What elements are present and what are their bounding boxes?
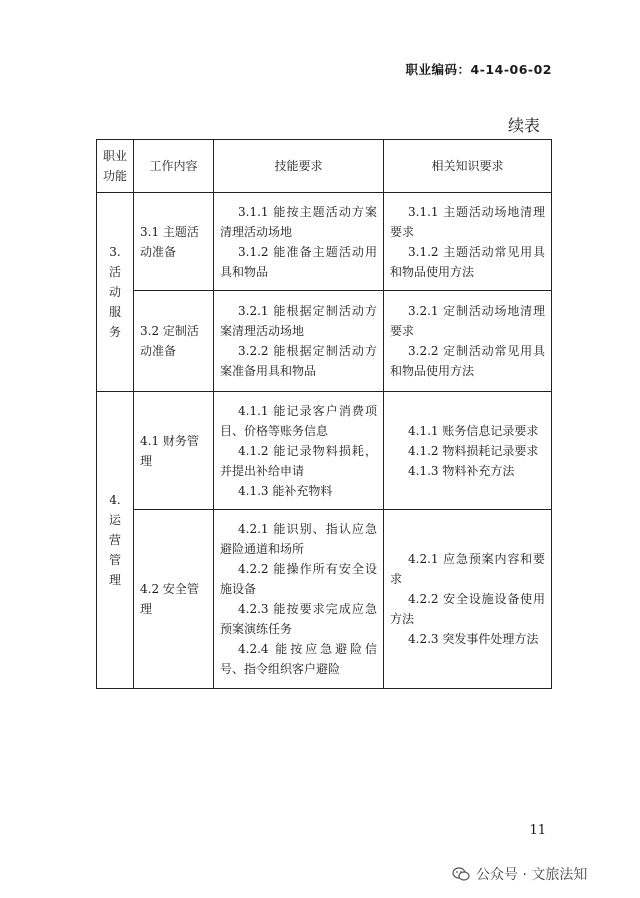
knowledge-item: 4.1.1 账务信息记录要求 bbox=[408, 423, 539, 438]
function-number: 3. bbox=[109, 245, 121, 259]
knowledge-item: 3.1.2 主题活动常见用具和物品使用方法 bbox=[390, 244, 545, 279]
knowledge-cell bbox=[384, 392, 552, 510]
function-number: 4. bbox=[109, 493, 121, 507]
knowledge-item: 4.2.2 安全设施设备使用方法 bbox=[390, 592, 545, 626]
watermark-text: 公众号 · 文旅法知 bbox=[476, 867, 588, 883]
knowledge-item: 4.2.1 应急预案内容和要求 bbox=[390, 552, 545, 586]
occupation-code: 职业编码：4-14-06-02 bbox=[405, 62, 552, 77]
knowledge-item: 3.2.2 定制活动常见用具和物品使用方法 bbox=[390, 344, 545, 378]
function-cell bbox=[97, 193, 134, 392]
table-row bbox=[97, 392, 552, 510]
skill-cell bbox=[214, 193, 384, 291]
header-work: 工作内容 bbox=[134, 140, 214, 193]
skill-item: 4.1.1 能记录客户消费项目、价格等账务信息 bbox=[220, 403, 377, 438]
skill-item: 3.2.1 能根据定制活动方案清理活动场地 bbox=[220, 304, 377, 338]
knowledge-item: 4.2.3 突发事件处理方法 bbox=[408, 632, 539, 646]
skill-item: 3.1.1 能按主题活动方案清理活动场地 bbox=[220, 204, 377, 239]
knowledge-cell bbox=[384, 291, 552, 392]
skill-item: 3.1.2 能准备主题活动用具和物品 bbox=[220, 244, 377, 279]
skill-item: 4.2.1 能识别、指认应急避险通道和场所 bbox=[220, 522, 377, 556]
knowledge-item: 4.1.3 物料补充方法 bbox=[408, 463, 515, 478]
header-skill: 技能要求 bbox=[214, 140, 384, 193]
wechat-icon bbox=[452, 867, 470, 881]
skill-item: 4.1.2 能记录物料损耗，并提出补给申请 bbox=[220, 443, 377, 478]
skill-item: 3.2.2 能根据定制活动方案准备用具和物品 bbox=[220, 344, 377, 378]
table-row bbox=[97, 193, 552, 291]
skills-table bbox=[96, 139, 552, 689]
knowledge-item: 3.1.1 主题活动场地清理要求 bbox=[390, 204, 545, 239]
header-function: 职业功能 bbox=[97, 140, 134, 193]
knowledge-cell bbox=[384, 193, 552, 291]
table-row bbox=[97, 510, 552, 689]
continued-label: 续表 bbox=[507, 116, 540, 135]
page-number: 11 bbox=[529, 823, 546, 838]
function-name: 运营管理 bbox=[108, 513, 121, 587]
header-knowledge: 相关知识要求 bbox=[384, 140, 552, 193]
skill-cell bbox=[214, 392, 384, 510]
work-content-cell: 4.1 财务管理 bbox=[134, 392, 214, 510]
skill-item: 4.2.4 能按应急避险信号、指令组织客户避险 bbox=[220, 642, 377, 676]
function-cell bbox=[97, 392, 134, 689]
knowledge-item: 4.1.2 物料损耗记录要求 bbox=[408, 443, 539, 458]
knowledge-item: 3.2.1 定制活动场地清理要求 bbox=[390, 304, 545, 338]
knowledge-cell bbox=[384, 510, 552, 689]
skill-cell bbox=[214, 291, 384, 392]
work-content-cell: 3.1 主题活动准备 bbox=[134, 193, 214, 291]
watermark bbox=[452, 864, 587, 884]
function-name: 活动服务 bbox=[108, 265, 121, 339]
skill-item: 4.2.3 能按要求完成应急预案演练任务 bbox=[220, 602, 377, 636]
skill-cell bbox=[214, 510, 384, 689]
skill-item: 4.2.2 能操作所有安全设施设备 bbox=[220, 562, 377, 596]
table-row bbox=[97, 291, 552, 392]
work-content-cell: 4.2 安全管理 bbox=[134, 510, 214, 689]
work-content-cell: 3.2 定制活动准备 bbox=[134, 291, 214, 392]
skill-item: 4.1.3 能补充物料 bbox=[238, 483, 333, 498]
